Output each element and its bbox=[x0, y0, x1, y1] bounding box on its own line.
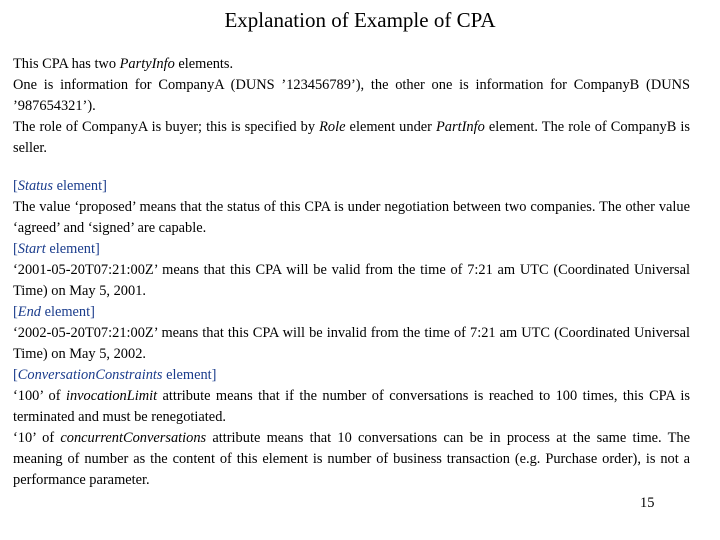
conversation-heading-open: [ bbox=[13, 367, 18, 383]
intro-line-3-end: element. The role of CompanyB is seller. bbox=[13, 119, 690, 156]
intro-line-1-term: PartyInfo bbox=[119, 56, 175, 72]
concurrent-conversations-term: concurrentConversations bbox=[60, 430, 207, 446]
conversation-heading bbox=[13, 365, 690, 386]
conversation-heading-close: element] bbox=[162, 367, 217, 383]
invocation-limit-text bbox=[13, 386, 690, 428]
end-heading-name: End bbox=[17, 304, 41, 320]
page-number: 15 bbox=[640, 495, 655, 511]
start-heading-open: [ bbox=[13, 241, 18, 257]
intro-line-1-text: This CPA has two bbox=[13, 56, 120, 72]
intro-role-term: Role bbox=[319, 119, 346, 135]
invocation-limit-post: attribute means that if the number of conversations is reached to 100 times, this CPA is terminated and must be renegotiated. bbox=[13, 388, 690, 425]
intro-line-1-end: elements. bbox=[174, 56, 234, 72]
intro-line-2: One is information for CompanyA (DUNS ’123456789’), the other one is information for CompanyB (DUNS ’987654321’). bbox=[13, 77, 690, 114]
start-heading-close: element] bbox=[45, 241, 100, 257]
start-heading-name: Start bbox=[17, 241, 46, 257]
start-text: ‘2001-05-20T07:21:00Z’ means that this CPA will be valid from the time of 7:21 am UTC (Coordinated Universal Time) on May 5, 2001. bbox=[13, 262, 690, 299]
status-text: The value ‘proposed’ means that the status of this CPA is under negotiation between two companies. The other value ‘agreed’ and ‘signed’ are capable. bbox=[13, 199, 690, 236]
page-title: Explanation of Example of CPA bbox=[224, 8, 496, 32]
status-heading-open: [ bbox=[13, 178, 18, 194]
section-gap bbox=[13, 159, 690, 176]
intro-line-3 bbox=[13, 117, 690, 159]
intro-line-3-mid: element under bbox=[345, 119, 437, 135]
status-heading bbox=[13, 176, 690, 197]
conversation-heading-name: ConversationConstraints bbox=[17, 367, 163, 383]
status-heading-name: Status bbox=[17, 178, 53, 194]
concurrent-conversations-post: attribute means that 10 conversations can be in process at the same time. The meaning of number as the content of this element is number of business transaction (e.g. Purchase order), is not a performance parameter. bbox=[13, 430, 690, 488]
intro-line-3-text: The role of CompanyA is buyer; this is specified by bbox=[13, 119, 320, 135]
end-heading bbox=[13, 302, 690, 323]
end-heading-close: element] bbox=[40, 304, 95, 320]
start-heading bbox=[13, 239, 690, 260]
concurrent-conversations-pre: ‘10’ of bbox=[13, 430, 61, 446]
slide-body bbox=[13, 54, 690, 491]
status-heading-close: element] bbox=[52, 178, 107, 194]
end-heading-open: [ bbox=[13, 304, 18, 320]
invocation-limit-term: invocationLimit bbox=[65, 388, 158, 404]
invocation-limit-pre: ‘100’ of bbox=[13, 388, 66, 404]
intro-line-1 bbox=[13, 54, 690, 75]
intro-partinfo-term: PartInfo bbox=[436, 119, 485, 135]
end-text: ‘2002-05-20T07:21:00Z’ means that this CPA will be invalid from the time of 7:21 am UTC (Coordinated Universal Time) on May 5, 2002. bbox=[13, 325, 690, 362]
concurrent-conversations-text bbox=[13, 428, 690, 491]
